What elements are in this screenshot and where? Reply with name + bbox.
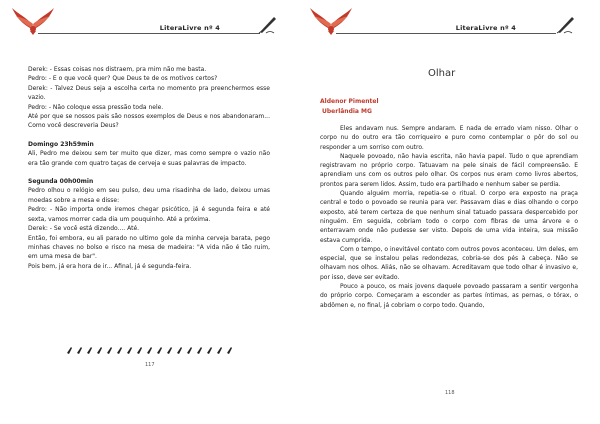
section-text: Pedro: - Não importa onde iremos chegar psicótico, já é segunda feira e até sexta, vamos morrer cada dia um pouquinho. Até a próxima.	[28, 206, 270, 223]
author-name: Aldenor Pimentel	[320, 98, 379, 105]
header-title: LiteraLivre nº 4	[455, 24, 516, 32]
section-text: Derek: - Se você está dizendo.... Até.	[28, 225, 140, 233]
left-body	[28, 65, 270, 271]
section-title: Segunda 00h00min	[28, 178, 94, 186]
section-text: Ali, Pedro me deixou sem ter muito que dizer, mas como sempre o vazio não era tão grande com quatro taças de cerveja e suas palavras de impacto.	[28, 150, 270, 167]
page-header	[336, 22, 556, 34]
right-body	[320, 124, 578, 310]
page-header	[38, 22, 260, 34]
page-number: 117	[145, 362, 155, 368]
quill-pen-icon	[258, 14, 278, 34]
story-title: Olhar	[428, 68, 456, 79]
section-text: Pois bem, já era hora de ir... Afinal, já é segunda-feira.	[28, 262, 192, 270]
section-text: Então, foi embora, eu ali parado no ultimo gole da minha cerveja barata, pego minhas chaves no bolso e risco na mesa de madeira: "A vida não é tão ruim, em uma mesa de bar".	[28, 234, 270, 261]
dialogue-line: Até por que se nossos pais são nossos exemplos de Deus e nos abandonaram... Como você descreveria Deus?	[28, 113, 270, 130]
paragraph: Quando alguém morria, repetia-se o ritual. O corpo era exposto na praça central e todo o povoado se reunia para ver. Passavam dias e dias olhando o corpo exposto, até terem certeza de que nenhum sinal tatuado passara despercebido por ninguém. Em seguida, cobriam todo o corpo com fibras de uma árvore e o enterravam onde não pudesse ser visto. Depois de uma vida inteira, sua missão estava cumprida.	[320, 190, 578, 244]
paragraph: Eles andavam nus. Sempre andaram. E nada de errado viam nisso. Olhar o corpo nu do outro era tão corriqueiro e puro como contemplar o pôr do sol ou responder a um sorriso com outro.	[320, 125, 578, 151]
dialogue-line: Pedro: - Não coloque essa pressão toda nele.	[28, 103, 164, 111]
dialogue-line: Derek: - Essas coisas nos distraem, pra mim não me basta.	[28, 66, 207, 73]
quill-pen-icon	[556, 14, 576, 34]
footer-ornament-icon	[65, 345, 240, 355]
section-text: Pedro olhou o relógio em seu pulso, deu uma risadinha de lado, deixou umas moedas sobre a mesa e disse:	[28, 187, 270, 204]
paragraph: Pouco a pouco, os mais jovens daquele povoado passaram a sentir vergonha do próprio corpo. Começaram a esconder as partes íntimas, as pernas, o tórax, o abdômen e, no final, já cobriam o corpo todo. Quando,	[320, 283, 578, 309]
paragraph: Naquele povoado, não havia escrita, não havia papel. Tudo o que aprendiam registravam no próprio corpo. Tatuavam na pele sinais de fácil compreensão. E aprendiam uns com os outros pelo olhar. Os corpos nus eram como livros abertos, prontos para serem lidos. Assim, tudo era partilhado e nenhum saber se perdia.	[320, 152, 578, 188]
paragraph: Com o tempo, o inevitável contato com outros povos aconteceu. Um deles, em especial, que se instalou pelas redondezas, cobria-se dos pés à cabeça. Não se olhavam nos olhos. Aliás, não se olhavam. Acreditavam que todo olhar é invasivo e, por isso, deve ser evitado.	[320, 245, 578, 281]
dialogue-line: Pedro: - E o que você quer? Que Deus te de os motivos certos?	[28, 75, 218, 83]
header-title: LiteraLivre nº 4	[159, 24, 220, 32]
page-number: 118	[445, 390, 455, 396]
dialogue-line: Derek: - Talvez Deus seja a escolha certa no momento pra preenchermos esse vazio.	[28, 84, 270, 102]
author-city: Uberlândia MG	[322, 108, 372, 115]
right-page	[300, 0, 600, 424]
section-title: Domingo 23h59min	[28, 140, 94, 148]
